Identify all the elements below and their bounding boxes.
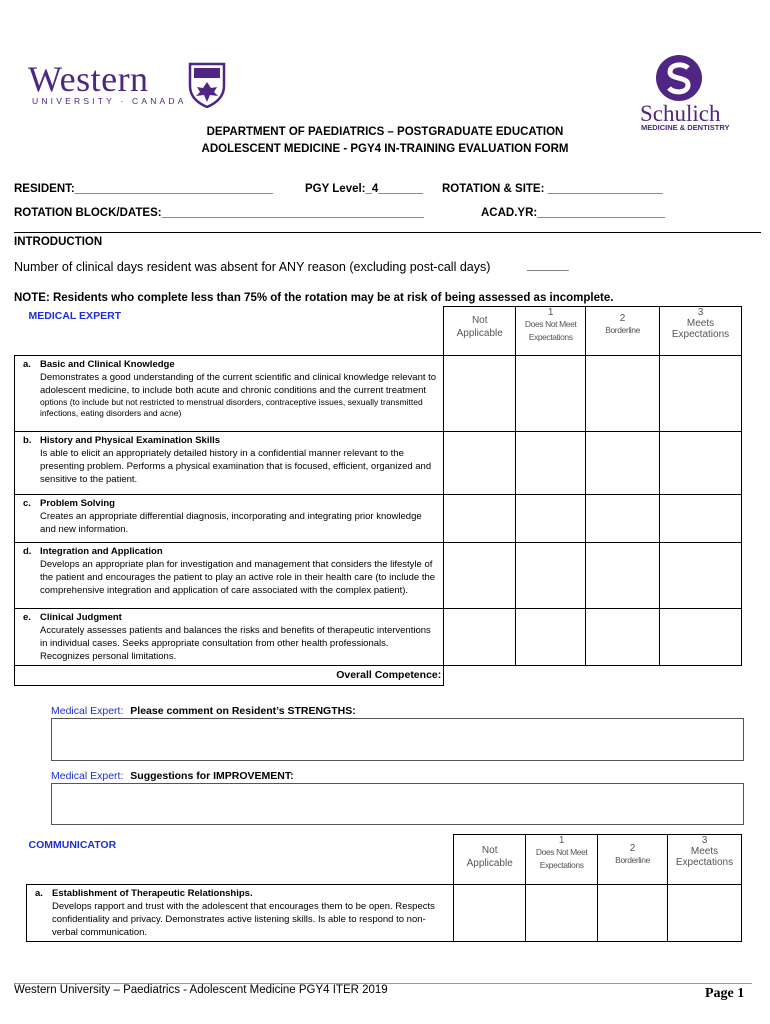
schulich-logo-subtitle: MEDICINE & DENTISTRY bbox=[641, 123, 730, 132]
rating-cell-1[interactable] bbox=[516, 495, 586, 543]
rotation-block-field[interactable]: ROTATION BLOCK/DATES:_________________________________________ bbox=[14, 207, 424, 219]
rating-cell-3[interactable] bbox=[660, 543, 742, 609]
rating-cell-2[interactable] bbox=[586, 495, 660, 543]
rating-cell-na[interactable] bbox=[444, 609, 516, 666]
rating-cell-3[interactable] bbox=[660, 495, 742, 543]
schulich-logo-icon bbox=[655, 54, 703, 102]
scale-2-header: 2 Borderline bbox=[586, 307, 660, 356]
footer-divider bbox=[14, 983, 752, 984]
rating-cell-3[interactable] bbox=[660, 609, 742, 666]
criterion-basic-knowledge: a. Basic and Clinical Knowledge Demonstrates a good understanding of the current scientific and clinical knowledge relevant to adolescent medicine, to include both acute and chronic conditions and the current treatment options (to include but not restricted to menstrual disorders, contraceptive issues, sexually transmitted infections, eating disorders and acne) bbox=[15, 356, 444, 432]
rating-cell-2[interactable] bbox=[598, 885, 668, 942]
scale-1-header: 1 Does Not Meet Expectations bbox=[516, 307, 586, 356]
rating-cell-na[interactable] bbox=[454, 885, 526, 942]
table-row bbox=[15, 495, 742, 543]
resident-field[interactable]: RESIDENT:_______________________________ bbox=[14, 183, 273, 195]
strengths-prompt: Medical Expert: Please comment on Resident’s STRENGTHS: bbox=[51, 705, 356, 717]
rating-cell-1[interactable] bbox=[516, 432, 586, 495]
schulich-logo-wordmark: Schulich bbox=[640, 101, 721, 126]
table-row bbox=[15, 543, 742, 609]
western-crest-icon bbox=[188, 62, 226, 108]
improvement-comment-box[interactable] bbox=[51, 783, 744, 825]
medical-expert-title: MEDICAL EXPERT bbox=[28, 309, 122, 322]
rating-cell-na[interactable] bbox=[444, 356, 516, 432]
criterion-problem-solving: c. Problem Solving Creates an appropriate differential diagnosis, incorporating and integrating prior knowledge and new information. bbox=[15, 495, 444, 543]
scale-2-header: 2 Borderline bbox=[598, 835, 668, 885]
rotation-site-field[interactable]: ROTATION & SITE: __________________ bbox=[442, 183, 663, 195]
intro-heading: INTRODUCTION bbox=[14, 236, 103, 248]
scale-3-header: 3 Meets Expectations bbox=[668, 835, 742, 885]
note-text: NOTE: Residents who complete less than 75% of the rotation may be at risk of being assessed as incomplete. bbox=[14, 292, 614, 304]
rating-cell-1[interactable] bbox=[526, 885, 598, 942]
western-logo-wordmark: Western bbox=[28, 59, 149, 99]
header-form-title: ADOLESCENT MEDICINE - PGY4 IN-TRAINING EVALUATION FORM bbox=[201, 143, 569, 155]
table-row bbox=[15, 432, 742, 495]
rating-cell-na[interactable] bbox=[444, 543, 516, 609]
scale-not-applicable-header: Not Applicable bbox=[454, 835, 526, 885]
table-row bbox=[27, 885, 742, 942]
communicator-heading-cell bbox=[27, 835, 454, 885]
rating-cell-3[interactable] bbox=[668, 885, 742, 942]
scale-not-applicable-header: Not Applicable bbox=[444, 307, 516, 356]
overall-competence-label: Overall Competence: bbox=[15, 666, 444, 686]
scale-3-header: 3 Meets Expectations bbox=[660, 307, 742, 356]
criterion-integration: d. Integration and Application Develops an appropriate plan for investigation and management that considers the lifestyle of the patient and encourages the patient to play an active role in their health care (to include the comprehensive integration and application of care associated with the complex patient). bbox=[15, 543, 444, 609]
rating-cell-2[interactable] bbox=[586, 356, 660, 432]
rating-cell-3[interactable] bbox=[660, 356, 742, 432]
rating-cell-3[interactable] bbox=[660, 432, 742, 495]
table-row bbox=[15, 356, 742, 432]
rating-cell-2[interactable] bbox=[586, 609, 660, 666]
absent-days-blank[interactable]: ______ bbox=[527, 258, 569, 272]
page-number: Page 1 bbox=[705, 986, 745, 1001]
communicator-table bbox=[26, 834, 742, 942]
absent-days-text: Number of clinical days resident was absent for ANY reason (excluding post-call days) bbox=[14, 260, 491, 274]
criterion-therapeutic-relationships: a. Establishment of Therapeutic Relationships. Develops rapport and trust with the adolescent that encourages them to be open. Respects confidentiality and privacy. Demonstrates active listening skills. Is able to respond to non-verbal communication. bbox=[27, 885, 454, 942]
header-department: DEPARTMENT OF PAEDIATRICS – POSTGRADUATE EDUCATION bbox=[206, 126, 564, 138]
rating-cell-1[interactable] bbox=[516, 356, 586, 432]
criterion-history-exam: b. History and Physical Examination Skills Is able to elicit an appropriately detailed history in a confidential manner relevant to the presenting problem. Performs a physical examination that is focused, efficient, organized and sensitive to the patient. bbox=[15, 432, 444, 495]
pgy-level-field[interactable]: PGY Level:_4_______ bbox=[305, 183, 424, 195]
rating-cell-1[interactable] bbox=[516, 609, 586, 666]
scale-1-header: 1 Does Not Meet Expectations bbox=[526, 835, 598, 885]
footer-text: Western University – Paediatrics - Adolescent Medicine PGY4 ITER 2019 bbox=[14, 984, 388, 996]
criterion-clinical-judgment: e. Clinical Judgment Accurately assesses patients and balances the risks and benefits of therapeutic interventions in individual cases. Seeks appropriate consultation from other health professionals. Recognizes personal limitations. bbox=[15, 609, 444, 666]
medical-expert-heading-cell bbox=[15, 307, 444, 356]
table-row bbox=[15, 609, 742, 666]
medical-expert-table bbox=[14, 306, 742, 686]
overall-competence-row bbox=[15, 666, 742, 686]
strengths-comment-box[interactable] bbox=[51, 718, 744, 761]
divider bbox=[14, 232, 761, 233]
rating-cell-2[interactable] bbox=[586, 543, 660, 609]
western-logo-subtitle: UNIVERSITY · CANADA bbox=[32, 96, 187, 106]
rating-cell-1[interactable] bbox=[516, 543, 586, 609]
rating-cell-na[interactable] bbox=[444, 495, 516, 543]
acad-year-field[interactable]: ACAD.YR:____________________ bbox=[481, 207, 666, 219]
communicator-title: COMMUNICATOR bbox=[28, 838, 117, 851]
rating-cell-na[interactable] bbox=[444, 432, 516, 495]
rating-cell-2[interactable] bbox=[586, 432, 660, 495]
improvement-prompt: Medical Expert: Suggestions for IMPROVEMENT: bbox=[51, 770, 294, 782]
